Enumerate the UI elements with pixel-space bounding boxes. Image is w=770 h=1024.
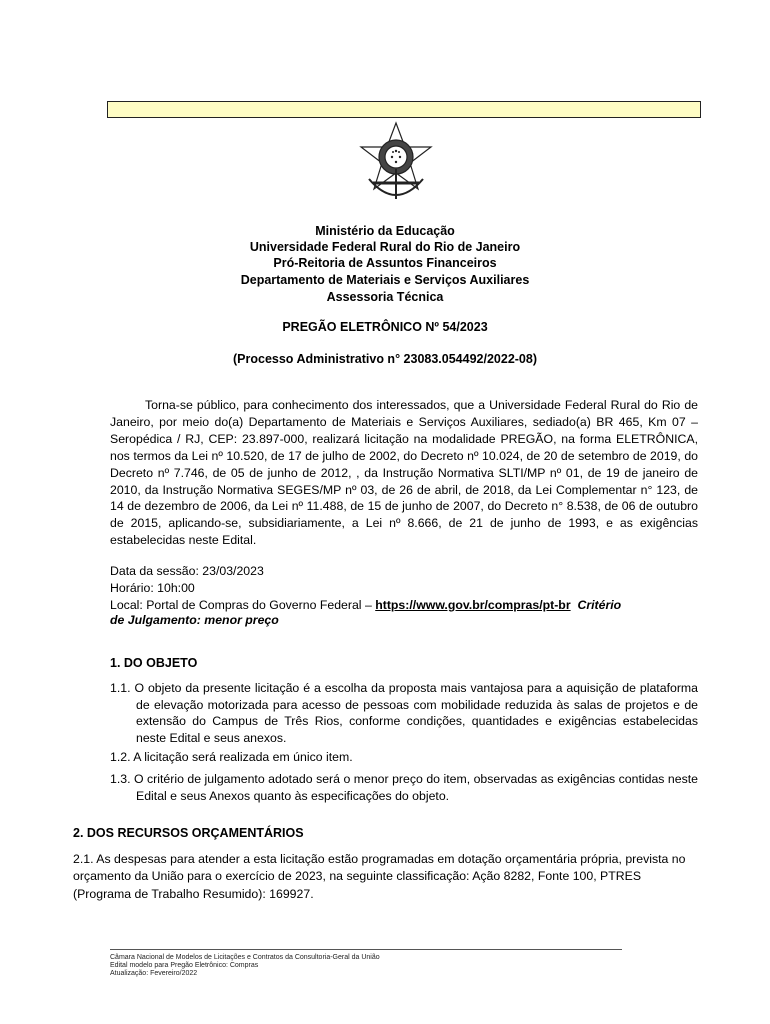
session-date: Data da sessão: 23/03/2023: [110, 564, 264, 578]
ministry-name: Ministério da Educação: [315, 224, 455, 238]
session-location: [110, 598, 710, 612]
judgment-criterion: de Julgamento: menor preço: [110, 613, 279, 627]
section-1-heading: 1. DO OBJETO: [110, 656, 198, 670]
department-name: Departamento de Materiais e Serviços Auxiliares: [240, 273, 530, 287]
item-2-1: 2.1. As despesas para atender a esta licitação estão programadas em dotação orçamentária própria, prevista no orçamento da União para o exercício de 2023, na seguinte classificação: Ação 8282, Fonte 100, PTRES (Programa de Trabalho Resumido): 169927.: [73, 852, 686, 901]
university-name: Universidade Federal Rural do Rio de Janeiro: [249, 240, 521, 254]
office-name: Assessoria Técnica: [326, 290, 444, 304]
header-highlight-bar: [107, 101, 701, 118]
item-1-1: 1.1. O objeto da presente licitação é a escolha da proposta mais vantajosa para a aquisição de plataforma de elevação motorizada para acesso de pessoas com mobilidade reduzida às salas de projetos e de extensão do Campus de Três Rios, conforme condições, quantidades e exigências estabelecidas neste Edital e seus anexos.: [110, 681, 698, 745]
criterion-label: Critério: [577, 598, 622, 612]
intro-paragraph: Torna-se público, para conhecimento dos interessados, que a Universidade Federal Rural do Rio de Janeiro, por meio do(a) Departamento de Materiais e Serviços Auxiliares, sediado(a) BR 465, Km 07 – Seropédica / RJ, CEP: 23.897-000, realizará licitação na modalidade PREGÃO, na forma ELETRÔNICA, nos termos da Lei nº 10.520, de 17 de julho de 2002, do Decreto nº 10.024, de 20 de setembro de 2019, do Decreto nº 7.746, de 05 de junho de 2012, , da Instrução Normativa SLTI/MP nº 01, de 19 de janeiro de 2010, da Instrução Normativa SEGES/MP nº 03, de 26 de abril, de 2018, da Lei Complementar n° 123, de 14 de dezembro de 2006, da Lei nº 11.488, de 15 de junho de 2007, do Decreto n° 8.538, de 06 de outubro de 2015, aplicando-se, subsidiariamente, a Lei nº 8.666, de 21 de junho de 1993, e as exigências estabelecidas neste Edital.: [110, 398, 698, 548]
footer-line-1: Câmara Nacional de Modelos de Licitações e Contratos da Consultoria-Geral da União: [110, 954, 380, 961]
session-time: Horário: 10h:00: [110, 581, 195, 595]
process-number: (Processo Administrativo n° 23083.054492/2022-08): [233, 352, 537, 366]
footer-divider: [110, 949, 622, 950]
footer-line-3: Atualização: Fevereiro/2022: [110, 970, 198, 977]
document-title: PREGÃO ELETRÔNICO Nº 54/2023: [282, 320, 488, 334]
footer-line-2: Edital modelo para Pregão Eletrônico: Compras: [110, 962, 259, 969]
pro-rectorate-name: Pró-Reitoria de Assuntos Financeiros: [273, 256, 497, 270]
item-1-3: 1.3. O critério de julgamento adotado será o menor preço do item, observadas as exigências contidas neste Edital e seus Anexos quanto às especificações do objeto.: [110, 772, 698, 803]
location-prefix: Local: Portal de Compras do Governo Federal –: [110, 598, 376, 612]
item-1-2: 1.2. A licitação será realizada em único item.: [110, 750, 353, 764]
section-2-heading: 2. DOS RECURSOS ORÇAMENTÁRIOS: [73, 826, 304, 840]
compras-link[interactable]: https://www.gov.br/compras/pt-br: [375, 598, 571, 612]
brazil-coat-of-arms-icon: [359, 121, 433, 205]
